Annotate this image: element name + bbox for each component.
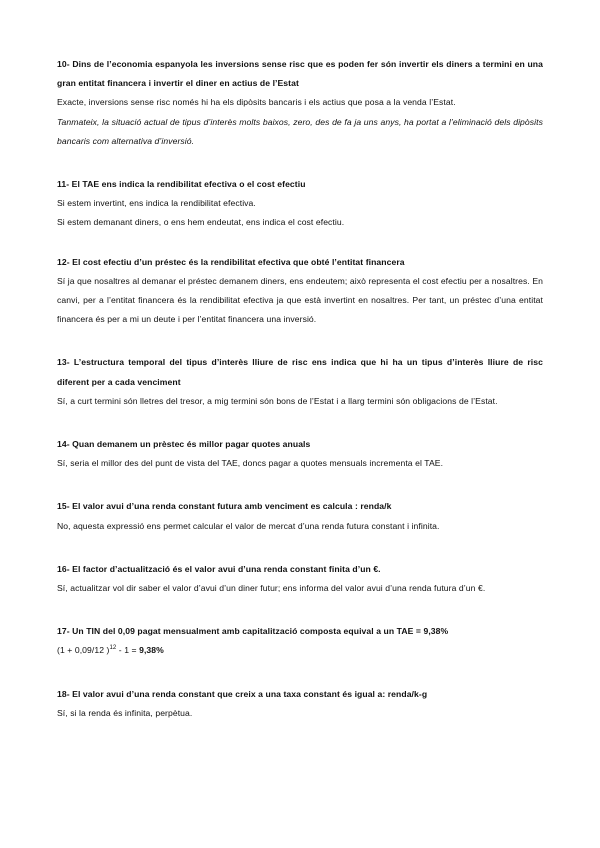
answer-text: Sí, a curt termini són lletres del tresor, a mig termini són bons de l’Estat i a llarg termini són obligacions de l’Estat. [57, 395, 498, 406]
answer-text: Sí, si la renda és infinita, perpètua. [57, 707, 193, 718]
answer-text: No, aquesta expressió ens permet calcular el valor de mercat d’una renda futura constant i infinita. [57, 520, 440, 531]
question-14 [57, 435, 543, 473]
tae-formula [57, 641, 543, 660]
question-15 [57, 497, 543, 535]
question-title: 15- El valor avui d’una renda constant futura amb venciment es calcula : renda/k [57, 501, 392, 512]
question-title: 18- El valor avui d’una renda constant que creix a una taxa constant és igual a: renda/k-g [57, 688, 428, 699]
question-12 [57, 253, 543, 330]
formula-base: (1 + 0,09/12 ) [57, 645, 110, 656]
question-16 [57, 560, 543, 598]
answer-text: Sí, actualitzar vol dir saber el valor d’avui d’un diner futur; ens informa del valor avui d’una renda futura d’un €. [57, 583, 486, 594]
question-title: 12- El cost efectiu d’un préstec és la rendibilitat efectiva que obté l’entitat financera [57, 256, 405, 267]
question-title: 17- Un TIN del 0,09 pagat mensualment amb capitalització composta equival a un TAE = 9,38% [57, 626, 449, 637]
question-10 [57, 55, 543, 151]
answer-text: Si estem demanant diners, o ens hem endeutat, ens indica el cost efectiu. [57, 217, 345, 228]
question-title: 13- L’estructura temporal del tipus d’interès lliure de risc ens indica que hi ha un tipus d’interès lliure de risc diferent per a cada venciment [57, 357, 543, 387]
question-title: 10- Dins de l’economia espanyola les inversions sense risc que es poden fer són invertir els diners a termini en una gran entitat financera i invertir el diner en actius de l’Estat [57, 59, 543, 89]
answer-text: Si estem invertint, ens indica la rendibilitat efectiva. [57, 198, 256, 209]
formula-exponent: 12 [109, 645, 117, 652]
formula-result: 9,38% [139, 645, 164, 656]
answer-text: Sí ja que nosaltres al demanar el préstec demanem diners, ens endeutem; això representa el cost efectiu per a nosaltres. En canvi, per a l’entitat financera és la rendibilitat efectiva ja que està invertint en nosaltres. Per tant, un préstec d’una entitat financera és per a mi un deute i per l’entitat financera una inversió. [57, 275, 543, 325]
question-title: 14- Quan demanem un prèstec és millor pagar quotes anuals [57, 439, 311, 450]
question-17 [57, 622, 543, 660]
question-11 [57, 175, 543, 233]
answer-text: Exacte, inversions sense risc només hi ha els dipòsits bancaris i els actius que posa a la venda l’Estat. [57, 97, 456, 108]
answer-text: Sí, seria el millor des del punt de vista del TAE, doncs pagar a quotes mensuals incrementa el TAE. [57, 458, 444, 469]
question-13 [57, 353, 543, 411]
question-18 [57, 685, 543, 723]
question-list [57, 55, 543, 747]
question-title: 11- El TAE ens indica la rendibilitat efectiva o el cost efectiu [57, 179, 306, 190]
question-title: 16- El factor d’actualització és el valor avui d’una renda constant finita d’un €. [57, 563, 381, 574]
answer-note: Tanmateix, la situació actual de tipus d’interès molts baixos, zero, des de fa ja uns anys, ha portat a l’eliminació dels dipòsits bancaris com alternativa d’inversió. [57, 116, 543, 146]
formula-rest: - 1 = [116, 645, 140, 656]
